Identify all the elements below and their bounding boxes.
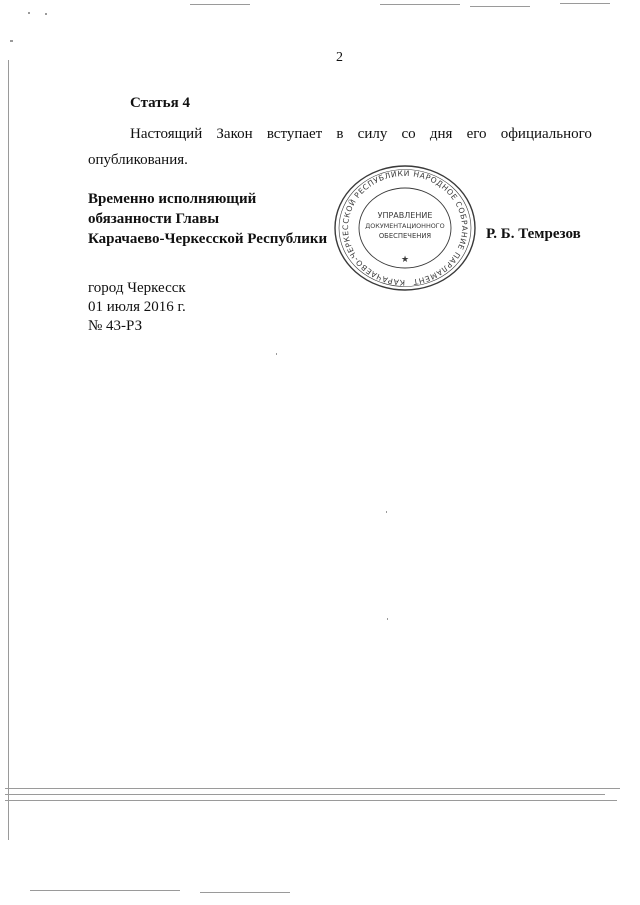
seal-star-icon: ★ [400,255,410,265]
word: со [401,126,416,142]
law-number: № 43-РЗ [88,318,143,334]
official-seal [330,163,480,293]
article-body-line-1 [88,121,592,147]
word: Закон [216,126,253,142]
signatory-title-line-3: Карачаево-Черкесской Республики [88,231,328,247]
seal-center-line-2: ДОКУМЕНТАЦИОННОГО [365,222,445,230]
date: 01 июля 2016 г. [88,299,186,315]
seal-ring-text: КАРАЧАЕВО-ЧЕРКЕССКОЙ РЕСПУБЛИКИ НАРОДНОЕ СОБРАНИЕ ПАРЛАМЕНТ [341,168,470,288]
article-body-line-2: опубликования. [88,152,188,168]
law-footer [88,279,186,336]
seal-center-line-1: УПРАВЛЕНИЕ [377,211,433,220]
word: Настоящий [130,126,203,142]
word: его [466,126,487,142]
signatory-title-line-2: обязанности Главы [88,211,220,227]
word: в [336,126,344,142]
seal-center-line-3: ОБЕСПЕЧЕНИЯ [378,232,432,240]
city: город Черкесск [88,280,186,296]
signer-name: Р. Б. Темрезов [486,226,581,242]
word: силу [357,126,388,142]
signatory-title [88,189,327,249]
signatory-title-line-1: Временно исполняющий [88,191,257,207]
word: дня [429,126,453,142]
word: вступает [266,126,323,142]
article-heading: Статья 4 [130,95,190,111]
word: официального [500,126,592,142]
page-number: 2 [336,50,343,65]
